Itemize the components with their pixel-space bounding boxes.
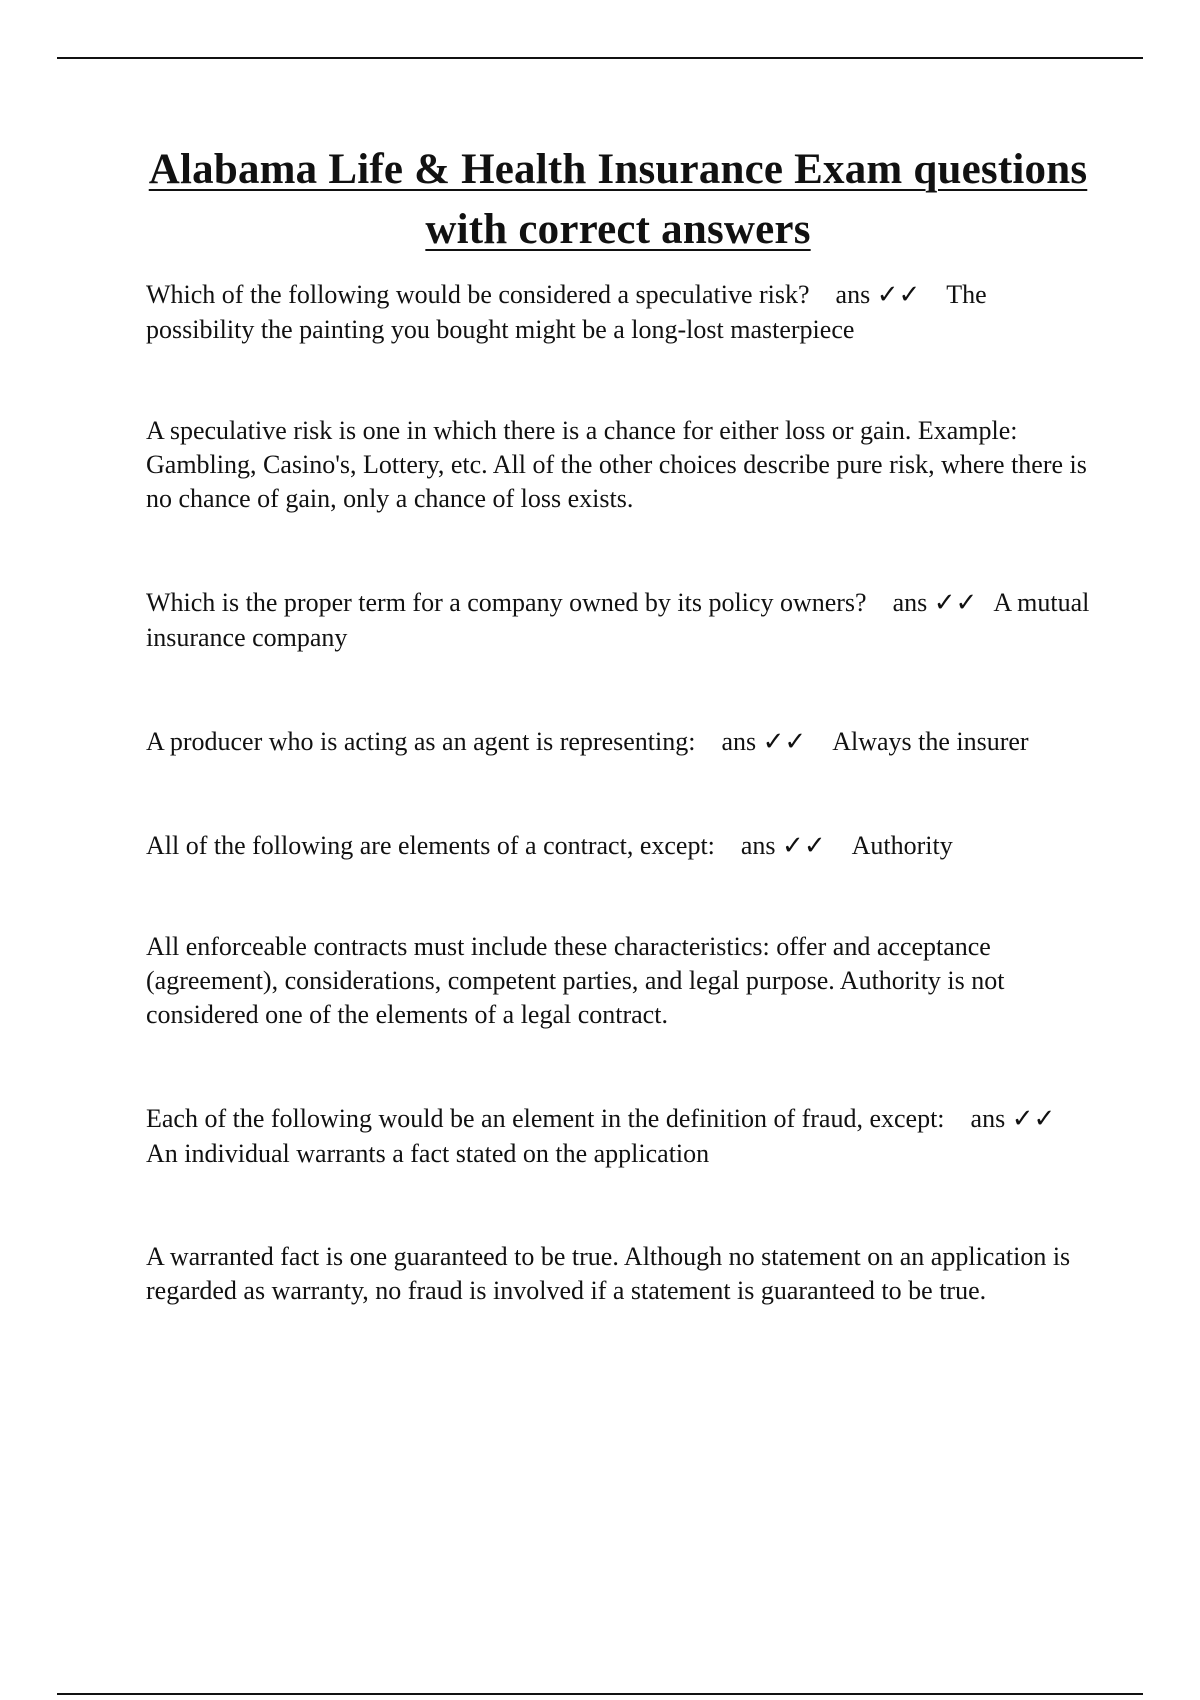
explanation-text: A warranted fact is one guaranteed to be true. Although no statement on an application is regarded as warranty, no fraud is involved if a statement is guaranteed to be true. bbox=[146, 1242, 1071, 1305]
qa-item bbox=[146, 277, 1090, 347]
document-title: Alabama Life & Health Insurance Exam questions with correct answers bbox=[148, 146, 1088, 253]
answer-text: Authority bbox=[851, 831, 953, 860]
answer-marker: ans ✓✓ bbox=[721, 727, 807, 756]
qa-item bbox=[146, 828, 1090, 863]
answer-text: Always the insurer bbox=[832, 727, 1029, 756]
bottom-rule bbox=[57, 1693, 1143, 1695]
question-text: Which of the following would be considered a speculative risk? bbox=[146, 280, 810, 309]
answer-text: An individual warrants a fact stated on the application bbox=[146, 1139, 710, 1168]
explanation-text: A speculative risk is one in which there is a chance for either loss or gain. Example: Gambling, Casino's, Lottery, etc. All of the other choices describe pure risk, where there is no chance of gain, only a chance of loss exists. bbox=[146, 416, 1087, 513]
answer-marker: ans ✓✓ bbox=[835, 280, 921, 309]
qa-item bbox=[146, 1101, 1090, 1171]
qa-item bbox=[146, 724, 1090, 759]
top-rule bbox=[57, 57, 1143, 59]
answer-text: A mutual insurance company bbox=[146, 588, 1090, 652]
question-text: All of the following are elements of a contract, except: bbox=[146, 831, 715, 860]
question-text: Each of the following would be an element in the definition of fraud, except: bbox=[146, 1104, 945, 1133]
question-text: A producer who is acting as an agent is representing: bbox=[146, 727, 696, 756]
answer-marker: ans ✓✓ bbox=[740, 831, 826, 860]
answer-text: The possibility the painting you bought might be a long-lost masterpiece bbox=[146, 280, 987, 344]
question-text: Which is the proper term for a company owned by its policy owners? bbox=[146, 588, 867, 617]
document-body bbox=[146, 140, 1090, 1308]
answer-marker: ans ✓✓ bbox=[970, 1104, 1056, 1133]
qa-item bbox=[146, 585, 1090, 655]
answer-marker: ans ✓✓ bbox=[892, 588, 978, 617]
explanation-text: All enforceable contracts must include these characteristics: offer and acceptance (agreement), considerations, competent parties, and legal purpose. Authority is not considered one of the elements of a legal contract. bbox=[146, 932, 1005, 1029]
